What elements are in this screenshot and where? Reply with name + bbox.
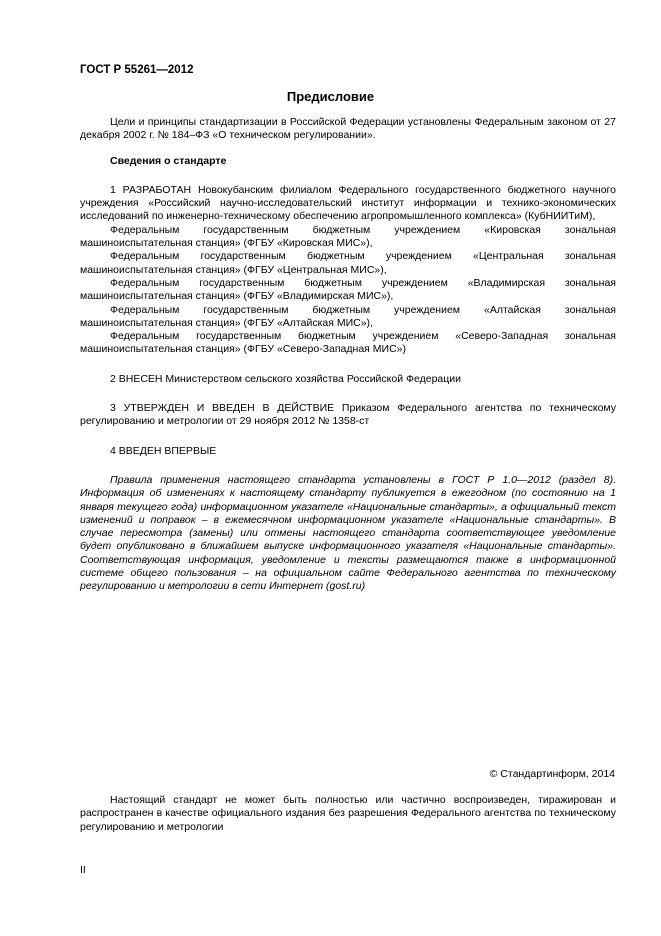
developed-item: Федеральным государственным бюджетным учреждением «Кировская зональная машиноиспытательная станция» (ФГБУ «Кировская МИС»), (80, 223, 616, 250)
developed-item: Федеральным государственным бюджетным учреждением «Владимирская зональная машиноиспытательная станция» (ФГБУ «Владимирская МИС»), (80, 276, 616, 303)
developed-item: 1 РАЗРАБОТАН Новокубанским филиалом Федерального государственного бюджетного научного учреждения «Российский научно-исследовательский институт информации и технико-экономических исследований по инженерно-техническому обеспечению агропромышленного комплекса» (КубНИИТиМ), (80, 183, 616, 223)
notice-paragraph: Настоящий стандарт не может быть полностью или частично воспроизведен, тиражирован и распространен в качестве официального издания без разрешения Федерального агентства по техническому регулированию и метрологии (80, 794, 616, 833)
approved-paragraph: 3 УТВЕРЖДЕН И ВВЕДЕН В ДЕЙСТВИЕ Приказом Федерального агентства по техническому регулированию и метрологии от 29 ноября 2012 № 1358-ст (80, 402, 616, 428)
document-code: ГОСТ Р 55261—2012 (80, 64, 194, 76)
developed-item: Федеральным государственным бюджетным учреждением «Северо-Западная зональная машиноиспытательная станция» (ФГБУ «Северо-Западная МИС») (80, 330, 616, 356)
page-title: Предисловие (286, 89, 375, 104)
introduced-paragraph: 2 ВНЕСЕН Министерством сельского хозяйства Российской Федерации (110, 372, 461, 385)
developed-item: Федеральным государственным бюджетным учреждением «Алтайская зональная машиноиспытательная станция» (ФГБУ «Алтайская МИС»), (80, 303, 616, 329)
first-introduced-paragraph: 4 ВВЕДЕН ВПЕРВЫЕ (110, 444, 217, 457)
rules-paragraph: Правила применения настоящего стандарта установлены в ГОСТ Р 1.0—2012 (раздел 8). Информация об изменениях к настоящему стандарту публикуется в ежегодном (по состоянию на 1 января текущего года) информационном указателе «Национальные стандарты», а официальный текст изменений и поправок – в ежемесячном информационном указателе «Национальные стандарты». В случае пересмотра (замены) или отмены настоящего стандарта соответствующее уведомление будет опубликовано в ближайшем выпуске информационного указателя «Национальные стандарты». Соответствующая информация, уведомление и тексты размещаются также в информационной системе общего пользования – на официальном сайте Федерального агентства по техническому регулированию и метрологии в сети Интернет (gost.ru) (80, 473, 616, 593)
subheading: Сведения о стандарте (110, 154, 227, 167)
foreword-body (80, 116, 616, 594)
copyright: © Стандартинформ, 2014 (489, 768, 615, 780)
developed-block (80, 184, 616, 357)
developed-item: Федеральным государственным бюджетным учреждением «Центральная зональная машиноиспытательная станция» (ФГБУ «Центральная МИС»), (80, 250, 616, 276)
page-number: II (80, 864, 86, 876)
intro-paragraph: Цели и принципы стандартизации в Российской Федерации установлены Федеральным законом от 27 декабря 2002 г. № 184–ФЗ «О техническом регулировании». (80, 116, 616, 142)
